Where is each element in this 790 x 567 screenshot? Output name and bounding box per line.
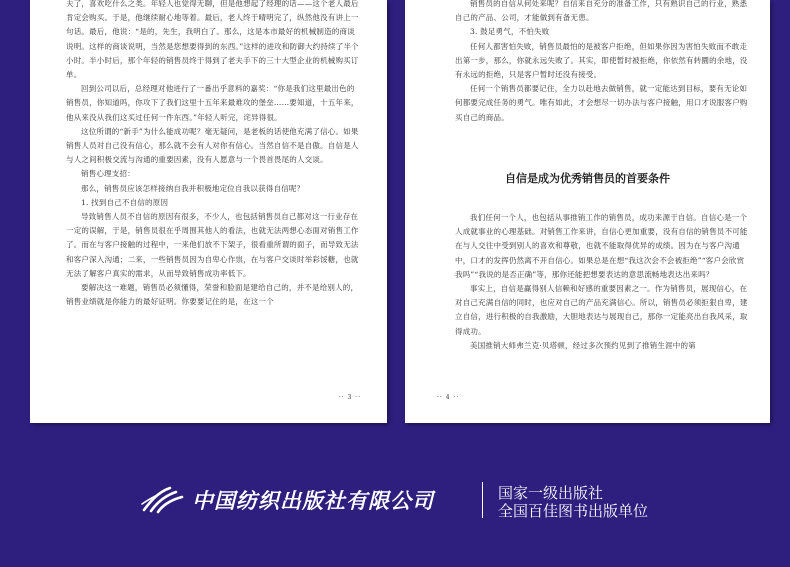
paragraph: 3. 鼓足勇气，不怕失败 [470,27,550,37]
tagline-top-publisher: 全国百佳图书出版单位 [498,502,649,520]
right-page-body-2 [455,211,748,353]
paragraph: 事实上，自信是赢得别人信赖和好感的重要因素之一。作为销售员，展现信心，在对自己充满自信的同时，也应对自己的产品充满信心。所以，销售员必须拒狠自卑，建立自信，进行积极的自我激励，大胆地表达与展现自己，那你一定能亮出自我风采，取得成功。 [455,284,748,336]
page-number: ·· 4 ·· [437,394,460,401]
paragraph: 回到公司以后，总经理对他进行了一番出乎意料的嘉奖：“你是我们这里最出色的销售员，你知道吗，你攻下了我们这里十五年来最难攻的堡垒……要知道，十五年来，他从来没从我们这买过任何一件东西。”年轻人听完，诧异得很。 [66,84,359,122]
paragraph: 导致销售人员不自信的原因有很多，不少人，也包括销售员自己都对这一行业存在一定的误解，于是，销售员很在乎周围其他人的看法，也就无法两想心态面对销售工作了。而在与客户接触的过程中，一来他们放不下架子，很看重所谓的面子，而导致无法和客户深入沟通；二来，一些销售员因为自卑心作祟，在与客户交谈时举彩馁糖，也就无法了解客户真实的需求，从而导致销售成功率低下。 [66,212,359,278]
paragraph: 1. 找到自己不自信的原因 [81,197,169,207]
section-title: 自信是成为优秀销售员的首要条件 [505,172,670,185]
book-page-left [30,0,387,423]
paragraph: 美国推销大师弗兰克·贝塔顿，经过多次预约见到了推销生涯中的第 [470,340,696,350]
paragraph: 我们任何一个人，也包括从事推销工作的销售员，成功来源于自信。自信心是一个人成就事业的心理基础。对销售工作来讲，自信心更加重要，没有自信的销售员不可能在与人交往中受到别人的喜欢和尊敬，也就不能取得优异的成绩。因为在与客户沟通中，口才的发挥仍然离不开自信心。如果总是在想“我这次会不会被拒绝”“客户会欣赏我吗”“我说的是否正确”等，那你还能把想要表达的意思流畅地表达出来吗？ [455,213,748,279]
tagline-national: 国家一级出版社 [498,484,604,502]
right-page-body [455,0,748,125]
publisher-footer [0,470,790,530]
book-page-right [405,0,770,423]
paragraph: 任何一个销售员都要记住，全力以赴地去做销售，就一定能达到目标，要有无论如何都要完成任务的勇气。唯有如此，才会想尽一切办法与客户接触，用口才说服客户购买自己的商品。 [455,84,748,122]
paragraph: 销售员的自信从何处来呢？自信来自充分的准备工作，只有熟识自己的行业，熟悉自己的产品、公司，才能做到有备无患。 [455,0,748,23]
left-page-body [66,0,359,309]
page-number: ·· 3 ·· [338,394,361,401]
paragraph: 那么，销售员应该怎样接纳自我并积极地定位自我以获得自信呢？ [81,183,305,193]
publisher-logo-icon [140,484,184,514]
footer-divider [482,482,483,518]
paragraph: 要解决这一难题，销售员必须懂得，荣誉和脸面是建给自己的，并不是给别人的，销售业绩就是你能力的最好证明。你要要记住的是，在这一个 [66,283,359,307]
paragraph: 销售心理支招： [81,169,135,179]
paragraph: 任何人都害怕失败，销售员最怕的是被客户拒绝，但如果你因为害怕失败而不敢走出第一步，那么，你就永远失败了。其实，即使暂时被拒绝，你依然有转圜的余地，没有永远的拒绝，只是客户暂时还没有接受。 [455,41,748,80]
paragraph: 夫了，喜欢吃什么之类。年轻人也觉得无聊，但是他想起了经理的话——这个老人最后肯定会购买。于是，他继续耐心地等着。最后，老人终于晴明完了，纵然他没有讲上一句话。最后，他说：“是的，先生，我明白了。那么，这是本市最好的机械制造的商谈说明。这样的商谈说明，当然是您想要得到的东西。”这样的进攻和防御大约持续了半个小时。半小时后，那个年轻的销售员终于得到了老夫手下的三十大型企业的机械购买订单。 [66,0,359,80]
publisher-name: 中国纺织出版社有限公司 [192,488,434,513]
paragraph: 这位所谓的“新手”为什么能成功呢？毫无疑问，是老板的话使他充满了信心。如果销售人员对自己没有信心，那么就不会有人对你有信心。当然自信不是自傲。自信是人与人之间积极交流与沟通的重要因素，没有人愿意与一个畏首畏尾的人交谈。 [66,126,359,165]
